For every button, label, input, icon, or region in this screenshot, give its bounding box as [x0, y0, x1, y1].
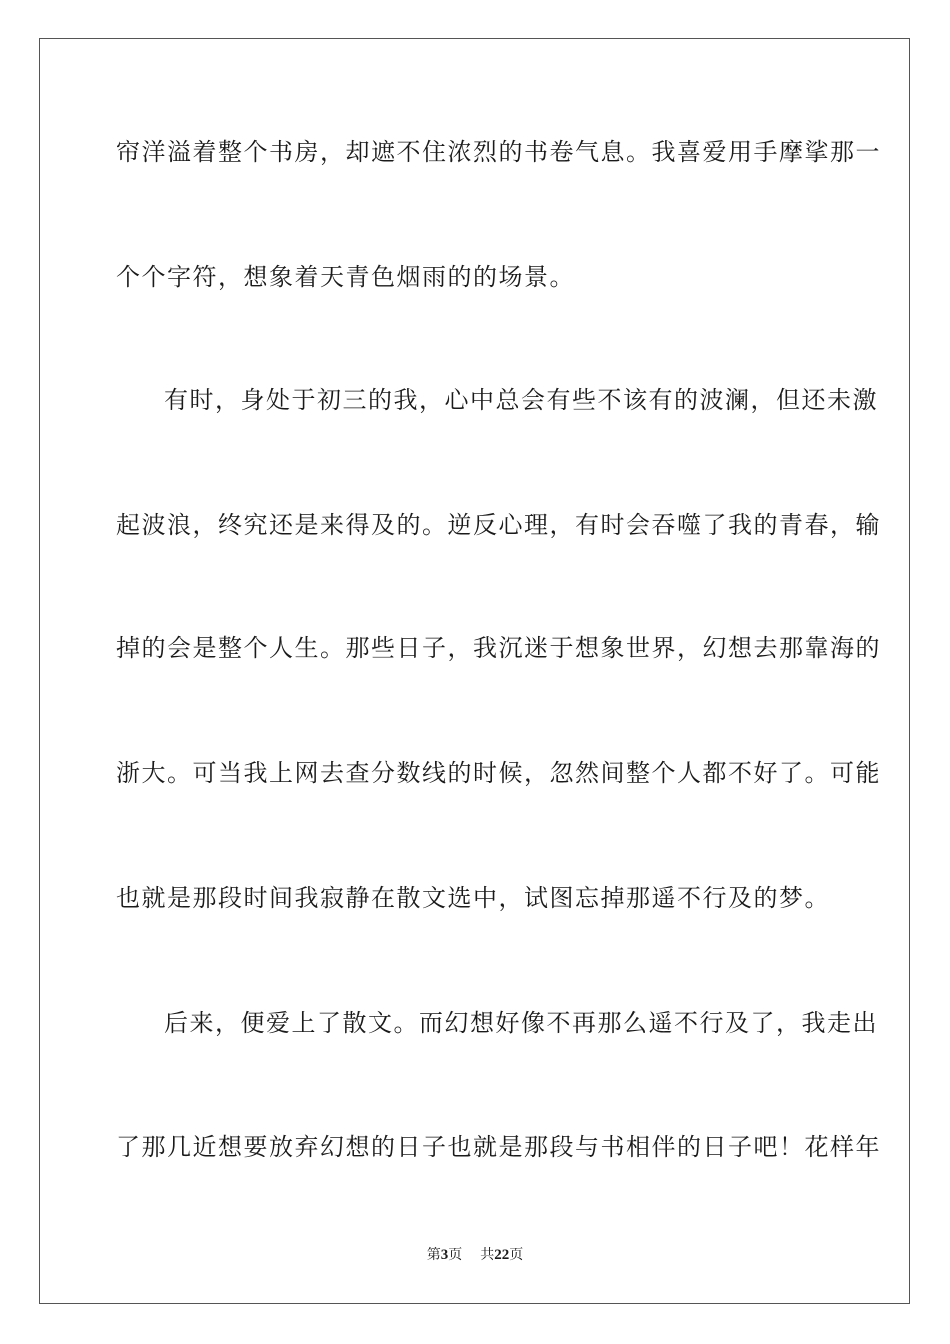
text-line: 了那几近想要放弃幻想的日子也就是那段与书相伴的日子吧！花样年	[116, 1133, 881, 1161]
text-line: 个个字符，想象着天青色烟雨的的场景。	[116, 263, 575, 291]
page-frame	[39, 38, 910, 1304]
page-footer	[0, 1246, 950, 1264]
text-line: 起波浪，终究还是来得及的。逆反心理，有时会吞噬了我的青春，输	[116, 511, 881, 539]
text-line: 帘洋溢着整个书房，却遮不住浓烈的书卷气息。我喜爱用手摩挲那一	[116, 138, 881, 166]
paragraph-first-line: 有时，身处于初三的我，心中总会有些不该有的波澜，但还未激	[164, 386, 878, 414]
text-line: 也就是那段时间我寂静在散文选中，试图忘掉那遥不行及的梦。	[116, 884, 830, 912]
total-suffix: 页	[509, 1247, 524, 1263]
total-prefix: 共	[480, 1247, 495, 1263]
page-prefix: 第	[426, 1247, 441, 1263]
page-number: 3	[440, 1247, 449, 1263]
text-line: 浙大。可当我上网去查分数线的时候，忽然间整个人都不好了。可能	[116, 759, 881, 787]
paragraph-first-line: 后来，便爱上了散文。而幻想好像不再那么遥不行及了，我走出	[164, 1009, 878, 1037]
total-pages: 22	[494, 1247, 510, 1263]
text-line: 掉的会是整个人生。那些日子，我沉迷于想象世界，幻想去那靠海的	[116, 634, 881, 662]
page-suffix: 页	[448, 1247, 463, 1263]
